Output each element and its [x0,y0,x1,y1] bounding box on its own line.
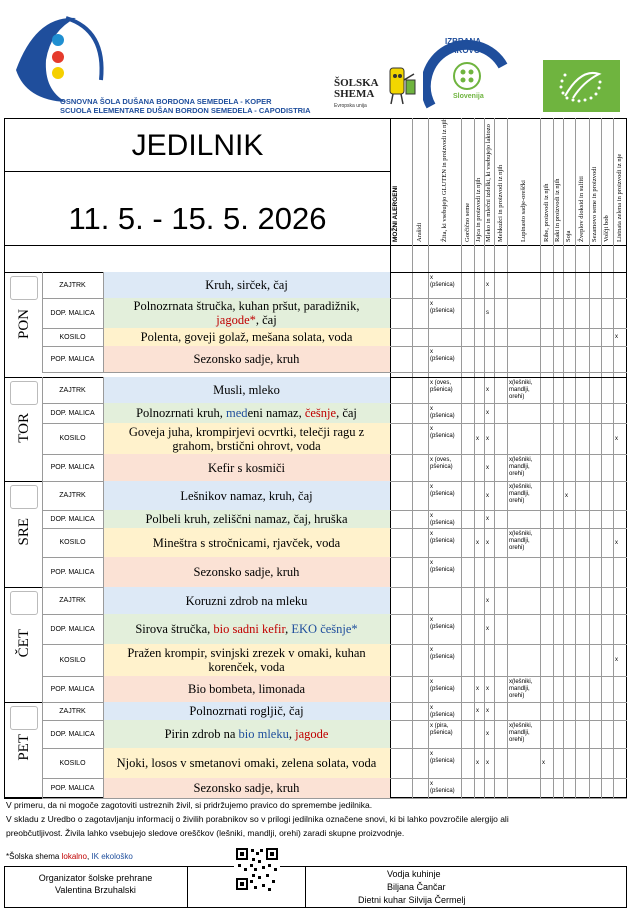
meal-type-label: POP. MALICA [50,784,95,792]
meal-text-segment: Polnozrnati kruh, [136,406,227,420]
meal-text-segment: Lešnikov namaz, kruh, čaj [180,488,313,503]
school-logo [6,10,111,106]
allergen-mark: x (pšenica) [430,751,455,764]
allergen-mark: x (pšenica) [430,426,455,439]
allergen-name: Ribe, proizvodi iz njih [542,183,550,242]
allergen-mark: x(lešniki, mandlji, orehi) [509,723,533,743]
meal-type-label: KOSILO [59,333,86,341]
allergen-mark: x [542,760,545,766]
meal-description [103,346,390,372]
meal-text-segment: Musli, mleko [213,383,280,397]
allergen-mark: x (oves, pšenica) [430,380,453,393]
meal-text-segment: Kefir s kosmiči [207,460,286,475]
allergen-mark: x (pšenica) [430,781,455,794]
allergen-name: Arašidi [416,222,423,242]
meal-description [103,377,390,403]
meal-text-segment: jagode* [216,313,256,327]
dietary-cook: Dietni kuhar Silvija Čermelj [358,895,466,905]
solska-shema-badge-icon [10,485,38,509]
meal-text-segment: Sezonsko sadje, kruh [193,781,300,795]
meal-description [103,403,390,423]
allergen-name: Žita, ki vsebujejo GLUTEN in proizvodi iz njih [440,117,448,242]
allergen-mark: x [486,731,489,737]
solska-shema-badge-icon [10,706,38,730]
allergen-name: Žveplov dioksid in sulfiti [578,176,585,242]
allergen-mark: x (pšenica) [430,617,455,630]
allergen-name: Sezamovo seme in proizvodi [591,166,598,242]
allergen-name: Volčji bob [603,215,610,242]
meal-text-segment: med [226,406,248,420]
allergen-mark: x [615,539,618,546]
kitchen-title: Vodja kuhinje [387,869,441,879]
legend-prefix: *Šolska shema [6,852,62,861]
meal-text [188,682,305,696]
day-label: ČET [16,628,32,657]
meal-type-label: POP. MALICA [50,568,95,576]
solska-shema-badge-icon [10,276,38,300]
meal-description [103,272,390,298]
meal-type-label: POP. MALICA [50,685,95,693]
meal-text-segment: bio sadni kefir [213,622,286,636]
meal-type-label: ZAJTRK [59,492,86,499]
organizer-title: Organizator šolske prehrane [38,873,153,883]
solska-shema-line2: SHEMA [334,88,375,100]
eu-organic-logo [543,60,620,112]
meal-text-segment: , [285,622,292,636]
meal-description [103,702,390,720]
meal-type-label: DOP. MALICA [50,730,95,738]
meal-type-label: POP. MALICA [50,355,95,363]
meal-description [103,328,390,346]
allergen-mark: x (pira, pšenica) [430,723,453,736]
meal-text-segment: Sezonsko sadje, kruh [193,565,300,579]
legend-local: lokalno [61,852,87,861]
meal-text-segment: Pirin zdrob na [164,727,239,741]
allergen-mark: x [486,282,489,288]
meal-description [103,298,390,328]
meal-type-label: POP. MALICA [50,464,95,471]
meal-text-segment: Sirova štručka, [135,622,214,636]
kitchen-block [305,868,626,907]
izbrana-kakovost-text: IZBRANA KAKOVOST [445,37,491,55]
izbrana-kakovost-logo [423,36,511,116]
allergen-name: Mehkužci in proizvodi iz njih [496,164,504,242]
meal-type-label: KOSILO [59,656,86,664]
meal-text [117,756,377,770]
allergen-mark: x (pšenica) [430,679,455,692]
organizer-name: Valentina Brzuhalski [55,885,136,895]
allergen-mark: x (pšenica) [430,560,455,573]
meal-text [111,646,382,674]
meal-type-label: ZAJTRK [59,597,86,604]
allergen-mark: x [486,626,489,632]
meal-description [103,481,390,510]
meal-text [111,299,382,327]
allergen-mark: x (pšenica) [430,647,455,660]
allergen-mark: x [486,410,489,416]
solska-shema-logo [330,56,420,116]
meal-text [208,461,285,475]
meal-description [103,587,390,614]
meal-text-segment: , čaj [336,406,357,420]
allergen-mark: x [476,708,479,714]
meal-type-label: KOSILO [59,759,86,767]
meal-description [103,510,390,528]
day-label: PET [16,734,32,761]
allergen-mark: x (pšenica) [430,484,455,497]
legend: *Šolska shema lokalno, IK ekološko [6,852,133,861]
meal-text [111,425,382,453]
footer-notes [6,798,626,840]
meal-text-segment: Goveja juha, krompirjevi ocvrtki, telečji ragu z grahom, brstični ohrovt, voda [128,424,365,453]
izbrana-kakovost-sub: Slovenija [453,93,484,100]
meal-text-segment: Pražen krompir, svinjski zrezek v omaki, kuhan korenček, voda [127,646,366,674]
allergen-mark: x [486,464,489,471]
allergen-mark: x [615,334,618,340]
milk-mascot-icon [384,58,418,108]
meal-text-segment: Kruh, sirček, čaj [205,278,288,292]
meal-type-label: DOP. MALICA [50,409,95,417]
meal-text-segment: , [288,727,296,741]
meal-text-segment: EKO češnje* [291,622,358,636]
meal-text-segment: jagode [295,727,329,741]
footer-line3: preobčutljivost. Živila lahko vsebujejo sledove oreščkov (lešniki, mandlji, orehi) zaradi skupne proizvodnje. [6,828,405,838]
allergen-mark: x [486,597,489,604]
allergen-mark: x [486,708,489,714]
meal-text-segment: Mineštra s stročnicami, rjavček, voda [152,535,341,550]
qr-code-icon[interactable] [234,846,280,892]
meal-type-label: ZAJTRK [59,707,86,715]
allergen-mark: x(lešniki, mandlji, orehi) [509,484,533,504]
footer-line2: V skladu z Uredbo o zagotavljanju informacij o živilih porabnikov so v prilogi jedilnika označene snovi, ki bi lahko povzročile alergijo ali [6,814,509,824]
allergen-mark: x (pšenica) [430,349,455,362]
meal-text [194,565,300,579]
meal-description [103,676,390,702]
solska-shema-badge-icon [10,591,38,615]
school-name-it: SCUOLA ELEMENTARE DUŠAN BORDON SEMEDELA - CAPODISTRIA [60,106,311,115]
allergen-mark: x [476,435,479,442]
meal-text [141,330,353,344]
meal-description [103,557,390,587]
allergen-mark: x [486,539,489,546]
solska-shema-sub: Evropska unija [334,103,367,109]
date-range: 11. 5. - 15. 5. 2026 [68,201,327,236]
organizer-block [4,872,187,896]
meal-type-label: DOP. MALICA [50,625,95,633]
allergen-mark: x [486,492,489,499]
legend-eco: IK ekološko [91,852,133,861]
meal-text [135,622,357,636]
solska-shema-badge-icon [10,381,38,405]
allergen-mark: x [486,516,489,522]
allergen-mark: s [486,310,489,316]
allergen-name: Gorčično seme [463,202,471,242]
meal-text [145,512,347,526]
meal-text-segment: , čaj [255,313,277,327]
meal-type-label: DOP. MALICA [50,309,95,317]
allergen-name: Listnata zelena in proizvodi iz nje [615,153,623,242]
meal-text [136,406,357,420]
meal-type-label: KOSILO [59,539,86,546]
allergen-name: Jajca in proizvodi iz njih [475,177,482,242]
meal-description [103,644,390,676]
allergen-mark: x (pšenica) [430,531,455,544]
allergen-mark: x (pšenica) [430,513,455,526]
meal-description [103,528,390,557]
allergen-mark: x(lešniki, mandlji, orehi) [509,679,533,699]
meal-text [186,594,308,608]
allergen-mark: x [476,760,479,766]
allergen-mark: x [486,760,489,766]
meal-text [165,727,329,741]
meal-description [103,454,390,481]
meal-text-segment: eni namaz, [247,406,305,420]
allergen-mark: x (pšenica) [430,705,455,718]
allergen-mark: x [486,435,489,442]
meal-text-segment: Polbeli kruh, zeliščni namaz, čaj, hruška [145,512,348,526]
meal-text-segment: Sezonsko sadje, kruh [193,352,300,366]
allergen-mark: x(lešniki, mandlji, orehi) [509,531,533,551]
allergen-mark: x (pšenica) [430,275,455,288]
allergen-mark: x [565,492,568,499]
meal-text [189,704,303,718]
meal-type-label: KOSILO [59,435,86,442]
footer-line1: V primeru, da ni mogoče zagotoviti ustreznih živil, si pridržujemo pravico do spremembe jedilnika. [6,800,373,810]
meal-text-segment: Polnozrnata štručka, kuhan pršut, paradižnik, [133,299,360,313]
allergen-mark: x (oves, pšenica) [430,457,453,470]
solska-shema-line1: ŠOLSKA [334,77,379,89]
meal-type-label: ZAJTRK [59,386,86,394]
meal-text-segment: Njoki, losos v smetanovi omaki, zelena solata, voda [116,756,377,770]
kitchen-name: Biljana Čančar [387,882,446,892]
meal-text [194,781,300,795]
meal-description [103,778,390,798]
allergen-mark: x(lešniki, mandlji, orehi) [509,457,533,477]
allergen-mark: x [476,539,479,546]
allergen-mark: x (pšenica) [430,301,455,314]
meal-type-label: ZAJTRK [59,281,86,289]
allergen-mark: x(lešniki, mandlji, orehi) [509,380,533,400]
title-box [5,119,390,245]
meal-text-segment: Polenta, goveji golaž, mešana solata, voda [140,330,353,344]
page-header [0,0,633,118]
allergen-mark: x [486,387,489,393]
meal-text [213,383,280,397]
allergen-mark: x (pšenica) [430,406,455,419]
allergen-mark: x [486,686,489,692]
allergen-mark: x [615,435,618,442]
page-title: JEDILNIK [131,129,264,162]
allergen-name: Lupinasto sadje-oreščki [519,180,527,242]
meal-text [180,489,312,503]
day-label: TOR [16,413,32,443]
allergen-header: MOŽNI ALERGENI [392,185,399,242]
meal-description [103,423,390,454]
day-label: SRE [16,518,32,546]
meal-type-label: DOP. MALICA [50,515,95,523]
meal-text [194,352,300,366]
school-name-sl: OSNOVNA ŠOLA DUŠANA BORDONA SEMEDELA - KOPER [60,97,272,106]
meal-text-segment: Bio bombeta, limonada [188,682,305,696]
meal-description [103,720,390,748]
meal-description [103,614,390,644]
allergen-mark: x [476,686,479,692]
day-label: PON [16,308,32,339]
allergen-name: Mleko in mlečni izdelki, ki vsebujejo laktozo [485,124,492,242]
allergen-mark: x [615,657,618,663]
meal-text-segment: Polnozrnati rogljič, čaj [189,704,304,718]
meal-description [103,748,390,778]
meal-text [205,278,288,292]
meal-text-segment: bio mleku [238,727,289,741]
meal-text-segment: češnje [304,406,337,420]
allergen-name: Soja [565,230,572,242]
meal-text-segment: Koruzni zdrob na mleku [185,593,308,608]
school-name [60,97,311,115]
meal-text [153,536,340,550]
allergen-name: Raki in proizvodi iz njih [554,178,561,242]
